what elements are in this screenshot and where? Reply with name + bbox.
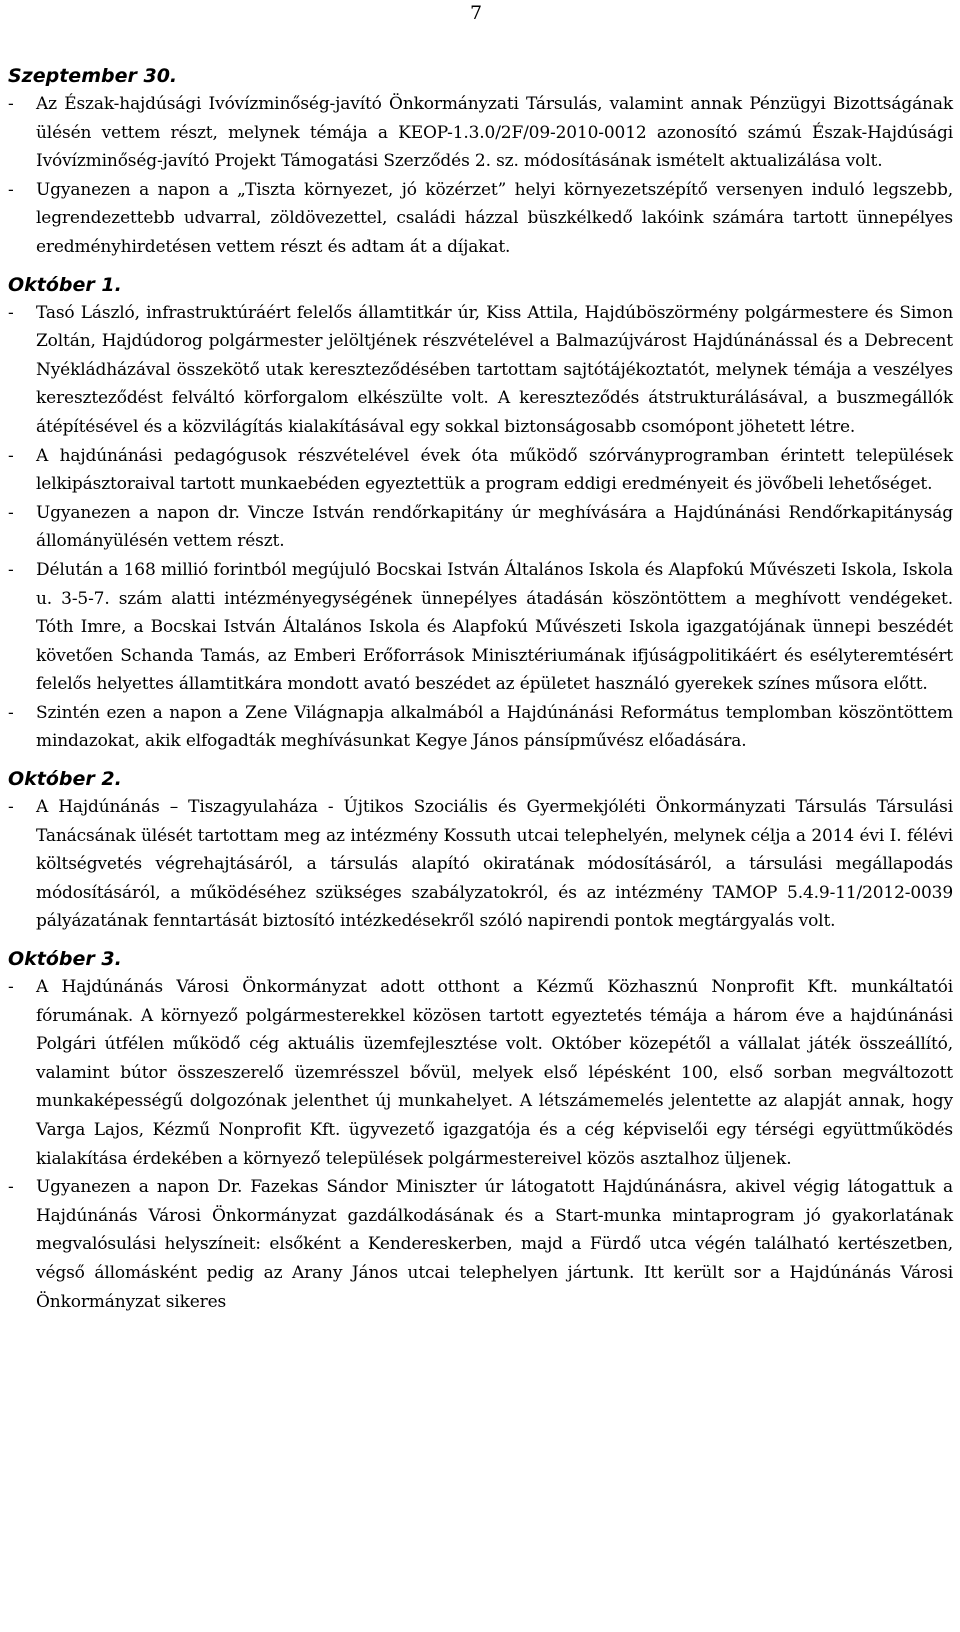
list-item: [8, 442, 953, 499]
section-sept-30: [8, 63, 953, 262]
date-heading: Október 3.: [8, 948, 122, 971]
list-dash: -: [8, 977, 14, 998]
list-item: [8, 176, 953, 262]
list-item-text: Szintén ezen a napon a Zene Világnapja alkalmából a Hajdúnánási Református templomban köszöntöttem mindazokat, akik elfogadták meghívásunkat Kegye János pánsípművész előadására.: [36, 702, 953, 752]
list-dash: -: [8, 179, 14, 200]
date-heading: Szeptember 30.: [8, 65, 178, 87]
list-item: [8, 1173, 953, 1316]
list-item: [8, 973, 953, 1173]
list-item-text: Ugyanezen a napon dr. Vincze István rendőrkapitány úr meghívására a Hajdúnánási Rendőrkapitányság állományülésén vettem részt.: [36, 502, 953, 552]
list-item: [8, 499, 953, 556]
list-item: [8, 699, 953, 756]
list-item-text: Ugyanezen a napon Dr. Fazekas Sándor Miniszter úr látogatott Hajdúnánásra, akivel végig látogattuk a Hajdúnánás Városi Önkormányzat gazdálkodásának és a Start-munka mintaprogram jó gyakorlatának megvalósulási helyszíneit: elsőként a Kendereskerben, majd a Fürdő utca végén található kertészetben, végső állomásként pedig az Arany János utcai telephelyen jártunk. Itt került sor a Hajdúnánás Városi Önkormányzat sikeres: [36, 1177, 953, 1312]
list-item: [8, 556, 953, 699]
section-oct-2: [8, 766, 953, 936]
list-item-text: A hajdúnánási pedagógusok részvételével évek óta működő szórványprogramban érintett települések lelkipásztoraival tartott munkaebéden egyeztettük a program eddigi eredményeit és jövőbeli lehetőséget.: [36, 445, 953, 495]
list-dash: -: [8, 94, 14, 114]
list-dash: -: [8, 1177, 14, 1198]
date-heading: Október 2.: [8, 768, 122, 791]
list-item-text: Délután a 168 millió forintból megújuló Bocskai István Általános Iskola és Alapfokú Művészeti Iskola, Iskola u. 3-5-7. szám alatti intézményegységének ünnepélyes átadásán köszöntöttem a meghívott vendégeket. Tóth Imre, a Bocskai István Általános Iskola és Alapfokú Művészeti Iskola igazgatójának ünnepi beszédét követően Schanda Tamás, az Emberi Erőforrások Minisztériumának ifjúságpolitikáért és esélyteremtésért felelős helyettes államtitkára mondott avató beszédet az épületet használó gyerekek színes műsora előtt.: [36, 559, 953, 695]
list-item: [8, 793, 953, 936]
list-dash: -: [8, 559, 14, 580]
document-body: [8, 63, 953, 1316]
section-oct-3: [8, 946, 953, 1316]
date-heading: Október 1.: [8, 273, 122, 296]
list-dash: -: [8, 445, 14, 466]
list-item: [8, 299, 953, 442]
page-number: 7: [470, 2, 483, 24]
list-dash: -: [8, 797, 14, 818]
section-oct-1: [8, 272, 953, 757]
list-item-text: A Hajdúnánás Városi Önkormányzat adott otthont a Kézmű Közhasznú Nonprofit Kft. munkáltatói fórumának. A környező polgármesterekkel közösen tartott egyeztetés témája a három éve a hajdúnánási Polgári útfélen működő cég aktuális üzemfejlesztése volt. Október közepétől a vállalat játék összeállító, valamint bútor összeszerelő üzemrésszel bővül, melyek első lépésként 100, első sorban megváltozott munkaképességű dolgozónak jelenthet új munkahelyet. A létszámemelés jelentette az alapját annak, hogy Varga Lajos, Kézmű Nonprofit Kft. ügyvezető igazgatója és a cég képviselői egy térségi együttműködés kialakítása érdekében a környező települések polgármestereivel közös asztalhoz üljenek.: [36, 977, 953, 1169]
list-item: [8, 90, 953, 176]
list-dash: -: [8, 502, 14, 523]
list-dash: -: [8, 702, 14, 723]
list-item-text: Ugyanezen a napon a „Tiszta környezet, jó közérzet” helyi környezetszépítő versenyen induló legszebb, legrendezettebb udvarral, zöldövezettel, családi házzal büszkélkedő lakóink számára tartott ünnepélyes eredményhirdetésen vettem részt és adtam át a díjakat.: [36, 179, 953, 257]
list-dash: -: [8, 302, 14, 323]
list-item-text: A Hajdúnánás – Tiszagyulaháza - Újtikos Szociális és Gyermekjóléti Önkormányzati Társulás Társulási Tanácsának ülését tartottam meg az intézmény Kossuth utcai telephelyén, melynek célja a 2014 évi I. félévi költségvetés végrehajtásáról, a társulás alapító okiratának módosításáról, a társulási megállapodás módosításáról, a működéséhez szükséges szabályzatokról, és az intézmény TAMOP 5.4.9-11/2012-0039 pályázatának fenntartását biztosító intézkedésekről szóló napirendi pontok megtárgyalás volt.: [36, 797, 953, 932]
list-item-text: Az Észak-hajdúsági Ivóvízminőség-javító Önkormányzati Társulás, valamint annak Pénzügyi Bizottságának ülésén vettem részt, melynek témája a KEOP-1.3.0/2F/09-2010-0012 azonosító számú Észak-Hajdúsági Ivóvízminőség-javító Projekt Támogatási Szerződés 2. sz. módosításának ismételt aktualizálása volt.: [36, 94, 953, 172]
list-item-text: Tasó László, infrastruktúráért felelős államtitkár úr, Kiss Attila, Hajdúböszörmény polgármestere és Simon Zoltán, Hajdúdorog polgármester jelöltjének részvételével a Balmazújvárost Hajdúnánással és a Debrecent Nyékládházával összekötő utak kereszteződésében tartottam sajtótájékoztatót, melynek témája a veszélyes kereszteződést felváltó körforgalom elkészülte volt. A kereszteződés átstrukturálásával, a buszmegállók átépítésével és a közvilágítás kialakításával egy sokkal biztonságosabb csomópont jöhetett létre.: [36, 302, 953, 437]
